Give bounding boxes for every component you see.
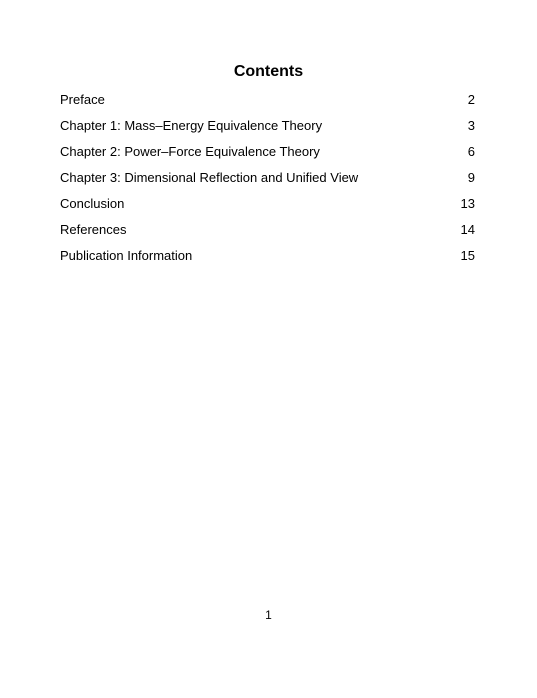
toc-entry-label: Preface xyxy=(60,92,105,107)
toc-entry-page: 15 xyxy=(460,248,475,263)
toc-entry-label: Conclusion xyxy=(60,196,125,211)
toc-entry-conclusion[interactable] xyxy=(60,194,475,220)
toc-entry-label: Publication Information xyxy=(60,248,193,263)
toc-entry-preface[interactable] xyxy=(60,90,475,116)
toc-entry-references[interactable] xyxy=(60,220,475,246)
page-number: 1 xyxy=(265,608,272,622)
toc-entry-label: References xyxy=(60,222,127,237)
toc-entry-publication-information[interactable] xyxy=(60,246,475,272)
toc-entry-page: 13 xyxy=(460,196,475,211)
toc-entry-label: Chapter 1: Mass–Energy Equivalence Theory xyxy=(60,118,323,133)
toc-entry-page: 3 xyxy=(467,118,475,133)
toc-entry-chapter-2[interactable] xyxy=(60,142,475,168)
toc-entry-chapter-1[interactable] xyxy=(60,116,475,142)
toc-entry-label: Chapter 2: Power–Force Equivalence Theory xyxy=(60,144,320,159)
toc-title: Contents xyxy=(233,63,304,80)
toc-entry-page: 2 xyxy=(467,92,475,107)
toc-entry-page: 14 xyxy=(460,222,475,237)
toc-entry-chapter-3[interactable] xyxy=(60,168,475,194)
toc-entry-label: Chapter 3: Dimensional Reflection and Unified View xyxy=(60,170,359,185)
table-of-contents xyxy=(60,90,475,272)
toc-entry-page: 9 xyxy=(467,170,475,185)
toc-entry-page: 6 xyxy=(467,144,475,159)
